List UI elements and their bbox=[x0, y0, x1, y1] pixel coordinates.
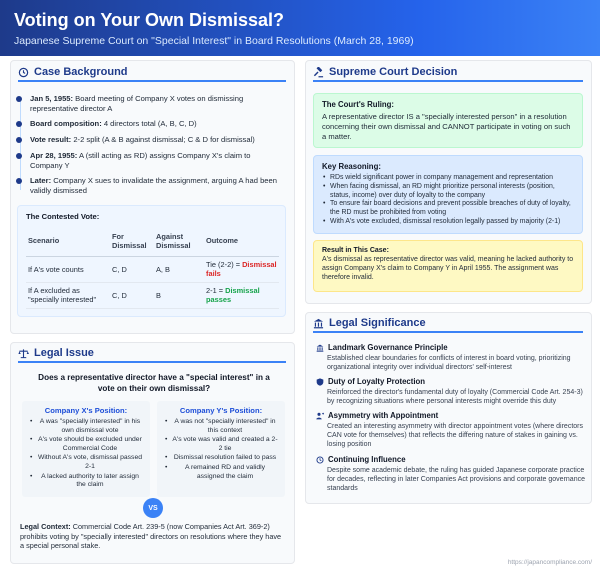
footer-url: https://japancompliance.com/ bbox=[507, 559, 592, 566]
significance-item-title: Landmark Governance Principle bbox=[328, 343, 448, 352]
timeline-text: 4 directors total (A, B, C, D) bbox=[101, 119, 197, 128]
timeline-label: Vote result: bbox=[30, 135, 72, 144]
legal-issue-underline bbox=[18, 361, 286, 363]
timeline-text: Board meeting of Company X votes on dismissing representative director A bbox=[30, 94, 244, 113]
list-item: • A was "specially interested" in his own dismissal vote bbox=[28, 418, 144, 435]
timeline-dot bbox=[16, 153, 22, 159]
significance-item bbox=[316, 455, 592, 493]
decision-heading: Supreme Court Decision bbox=[329, 66, 458, 78]
company-x-position bbox=[22, 401, 150, 497]
company-y-list bbox=[163, 418, 279, 481]
list-item: • A's vote should be excluded under Commercial Code bbox=[28, 436, 144, 453]
significance-item bbox=[316, 377, 592, 406]
cell-for: C, D bbox=[110, 256, 154, 282]
significance-item bbox=[316, 343, 592, 372]
table-row bbox=[26, 282, 279, 308]
list-item: • With A's vote excluded, dismissal resolution legally passed by majority (2-1) bbox=[322, 218, 574, 227]
outcome-text: Tie (2-2) = bbox=[206, 260, 243, 269]
timeline-dot bbox=[16, 178, 22, 184]
timeline-item bbox=[14, 119, 284, 129]
list-item: • RDs wield significant power in company management and representation bbox=[322, 174, 574, 183]
significance-item-title: Asymmetry with Appointment bbox=[328, 411, 439, 420]
decision-underline bbox=[313, 80, 583, 82]
table-header-row bbox=[26, 226, 279, 256]
contested-vote-table bbox=[26, 226, 279, 309]
decision-title bbox=[313, 66, 457, 78]
significance-underline bbox=[313, 331, 583, 333]
cell-against: A, B bbox=[154, 256, 204, 282]
case-background-title bbox=[18, 66, 128, 78]
landmark-icon bbox=[313, 318, 324, 329]
list-item: • A's vote was valid and created a 2-2 tie bbox=[163, 436, 279, 453]
significance-item-title: Duty of Loyalty Protection bbox=[328, 377, 426, 386]
cell-scenario: If A's vote counts bbox=[26, 256, 110, 282]
significance-heading: Legal Significance bbox=[329, 317, 426, 329]
cell-against: B bbox=[154, 282, 204, 308]
significance-item-text: Created an interesting asymmetry with director appointment votes (where directors CAN vote for themselves) that reflects the differing nature of stakes in gaining vs. losing position bbox=[327, 423, 583, 448]
ruling-text: A representative director IS a "specially interested person" in a resolution concerning their own dismissal and CANNOT participate in voting on such a matter. bbox=[322, 112, 571, 141]
company-x-title: Company X's Position: bbox=[44, 406, 128, 415]
column-header: Against Dismissal bbox=[154, 226, 204, 256]
user-switch-icon bbox=[316, 412, 324, 420]
case-background-underline bbox=[18, 80, 286, 82]
history-small-icon bbox=[316, 456, 324, 464]
timeline-item bbox=[14, 135, 284, 145]
outcome-text: 2-1 = bbox=[206, 286, 226, 295]
timeline-dot bbox=[16, 137, 22, 143]
reasoning-list bbox=[322, 174, 574, 227]
list-item: • Without A's vote, dismissal passed 2-1 bbox=[28, 454, 144, 471]
vs-badge: VS bbox=[143, 498, 163, 518]
timeline-item bbox=[14, 151, 284, 171]
list-item: • A was not "specially interested" in this context bbox=[163, 418, 279, 435]
significance-item-text: Despite some academic debate, the ruling has guided Japanese corporate practice for decades, reflecting in later Companies Act provisions and corporate governance standards bbox=[327, 467, 585, 492]
list-item: • Dismissal resolution failed to pass bbox=[163, 454, 279, 463]
significance-item-text: Established clear boundaries for conflicts of interest in board voting, prioritizing organizational integrity over individual directors' self-interest bbox=[327, 355, 571, 371]
timeline-label: Board composition: bbox=[30, 119, 102, 128]
timeline-dot bbox=[16, 96, 22, 102]
timeline-dot bbox=[16, 121, 22, 127]
significance-item bbox=[316, 411, 592, 449]
shield-icon bbox=[316, 378, 324, 386]
legal-context-label: Legal Context: bbox=[20, 522, 71, 531]
cell-for: C, D bbox=[110, 282, 154, 308]
company-y-title: Company Y's Position: bbox=[179, 406, 263, 415]
gavel-icon bbox=[313, 67, 324, 78]
legal-context-text: Commercial Code Art. 239-5 (now Companies Act Art. 369-2) prohibits voting by "specially interested" directors on resolutions where they have a special personal stake. bbox=[20, 522, 282, 551]
contested-vote-title: The Contested Vote: bbox=[26, 212, 100, 221]
column-header: Outcome bbox=[204, 226, 279, 256]
significance-item-text: Reinforced the director's fundamental duty of loyalty (Commercial Code Art. 254-3) by recognizing situations where personal interests might override this duty bbox=[327, 389, 583, 405]
timeline-text: 2-2 split (A & B against dismissal; C & D for dismissal) bbox=[71, 135, 255, 144]
timeline-text: A (still acting as RD) assigns Company X's claim to Company Y bbox=[30, 151, 251, 170]
reasoning-box bbox=[313, 155, 583, 234]
cell-outcome bbox=[204, 282, 279, 308]
ruling-title: The Court's Ruling: bbox=[322, 100, 395, 109]
legal-issue-heading: Legal Issue bbox=[34, 347, 94, 359]
result-box bbox=[313, 240, 583, 292]
timeline-item bbox=[14, 176, 284, 196]
scale-icon bbox=[18, 348, 29, 359]
company-y-position bbox=[157, 401, 285, 497]
outcome-passes: Dismissal passes bbox=[206, 286, 260, 304]
significance-title bbox=[313, 317, 426, 329]
case-background-heading: Case Background bbox=[34, 66, 128, 78]
timeline-label: Jan 5, 1955: bbox=[30, 94, 74, 103]
legal-question: Does a representative director have a "special interest" in a vote on their own dismissal? bbox=[38, 373, 270, 393]
list-item: • When facing dismissal, an RD might prioritize personal interests (position, status, income) over duty of loyalty to the company bbox=[322, 183, 574, 201]
company-x-list bbox=[28, 418, 144, 490]
legal-issue-title bbox=[18, 347, 94, 359]
result-title: Result in This Case: bbox=[322, 247, 389, 254]
contested-vote-box bbox=[17, 205, 286, 317]
timeline-item bbox=[14, 94, 284, 114]
page-title: Voting on Your Own Dismissal? bbox=[14, 10, 285, 30]
outcome-fails: Dismissal fails bbox=[206, 260, 277, 278]
result-text: A's dismissal as representative director was valid, meaning he lacked authority to assign Company X's claim to Company Y in April 1955. The assignment was therefore invalid. bbox=[322, 256, 574, 281]
page-subtitle: Japanese Supreme Court on "Special Interest" in Board Resolutions (March 28, 1969) bbox=[14, 35, 414, 47]
table-row bbox=[26, 256, 279, 282]
timeline-label: Apr 28, 1955: bbox=[30, 151, 78, 160]
reasoning-title: Key Reasoning: bbox=[322, 162, 381, 171]
list-item: • A lacked authority to later assign the claim bbox=[28, 473, 144, 490]
landmark-small-icon bbox=[316, 344, 324, 352]
legal-context bbox=[20, 522, 286, 551]
history-icon bbox=[18, 67, 29, 78]
column-header: Scenario bbox=[26, 226, 110, 256]
significance-item-title: Continuing Influence bbox=[328, 455, 406, 464]
page-header bbox=[0, 0, 600, 56]
ruling-box bbox=[313, 93, 583, 148]
list-item: • To ensure fair board decisions and prevent possible breaches of duty of loyalty, the RD must be prohibited from voting bbox=[322, 200, 574, 218]
column-header: For Dismissal bbox=[110, 226, 154, 256]
timeline-text: Company X sues to invalidate the assignment, arguing A had been validly dismissed bbox=[30, 176, 277, 195]
list-item: • A remained RD and validly assigned the claim bbox=[163, 464, 279, 481]
cell-scenario: If A excluded as "specially interested" bbox=[26, 282, 110, 308]
cell-outcome bbox=[204, 256, 279, 282]
timeline-label: Later: bbox=[30, 176, 52, 185]
